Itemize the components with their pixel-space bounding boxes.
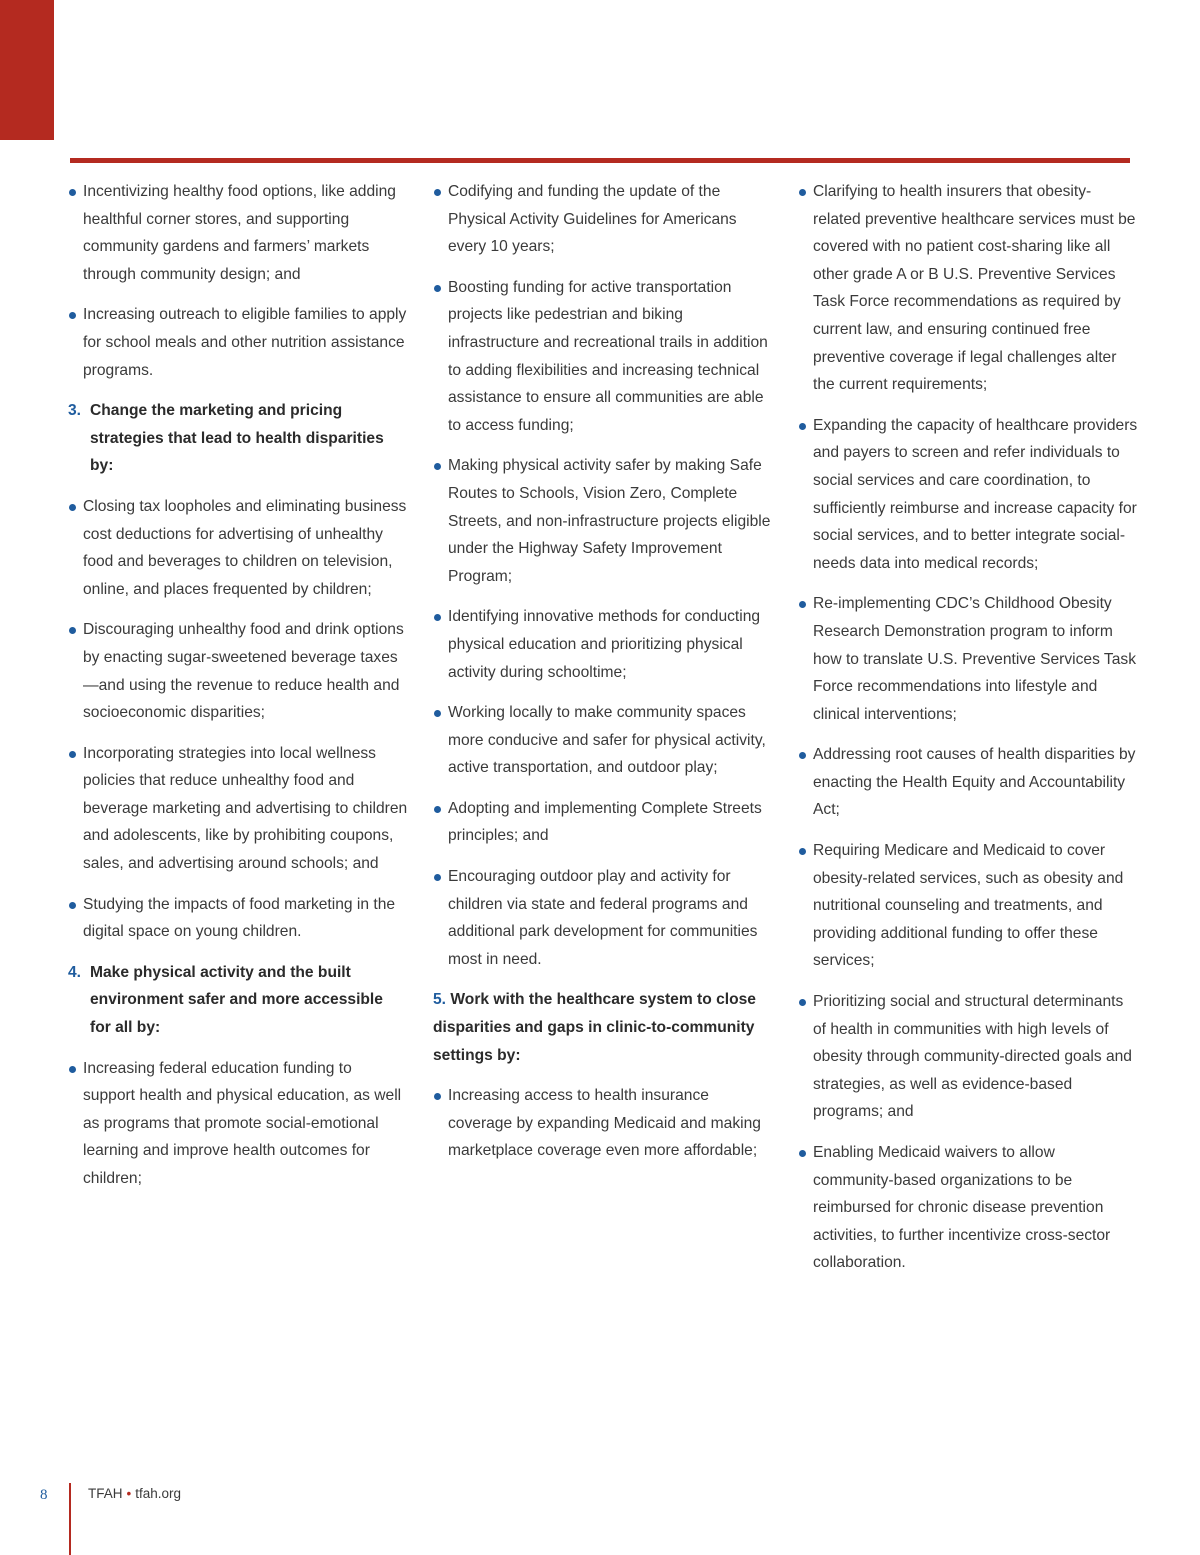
list-item bbox=[433, 863, 773, 973]
list-item-text: Studying the impacts of food marketing in the digital space on young children. bbox=[83, 895, 396, 941]
bullet-dot-icon bbox=[434, 463, 441, 470]
list-item-text: Expanding the capacity of healthcare providers and payers to screen and refer individuals to social services and care coordination, to sufficiently reimburse and increase capacity for social services, and to better integrate social-needs data into medical records; bbox=[813, 416, 1138, 572]
list-item bbox=[68, 891, 408, 946]
list-item bbox=[433, 1082, 773, 1165]
list-item-text: Closing tax loopholes and eliminating business cost deductions for advertising of unhealthy food and beverages to children on television, online, and places frequented by children; bbox=[83, 497, 407, 598]
bullet-dot-icon bbox=[799, 752, 806, 759]
bullet-dot-icon bbox=[799, 1150, 806, 1157]
bullet-dot-icon bbox=[799, 601, 806, 608]
bullet-dot-icon bbox=[69, 902, 76, 909]
list-item bbox=[798, 837, 1138, 975]
list-item-text: Boosting funding for active transportation projects like pedestrian and biking infrastructure and recreational trails in addition to adding flexibilities and increasing technical assistance to ensure all communities are able to access funding; bbox=[448, 278, 768, 434]
bullet-dot-icon bbox=[434, 874, 441, 881]
bullet-dot-icon bbox=[69, 504, 76, 511]
section-heading-text: Work with the healthcare system to close disparities and gaps in clinic-to-community settings by: bbox=[433, 991, 756, 1064]
list-item-text: Increasing federal education funding to support health and physical education, as well as programs that promote social-emotional learning and improve health outcomes for children; bbox=[83, 1059, 402, 1187]
bullet-dot-icon bbox=[434, 806, 441, 813]
bullet-dot-icon bbox=[69, 189, 76, 196]
list-item-text: Encouraging outdoor play and activity for children via state and federal programs and additional park development for communities most in need. bbox=[448, 868, 758, 968]
bullet-dot-icon bbox=[799, 999, 806, 1006]
section-heading-text: Make physical activity and the built environment safer and more accessible for all by: bbox=[90, 963, 383, 1037]
list-item-text: Enabling Medicaid waivers to allow community-based organizations to be reimbursed for chronic disease prevention activities, to further incentivize cross-sector collaboration. bbox=[813, 1144, 1111, 1272]
bullet-dot-icon bbox=[434, 614, 441, 621]
list-item bbox=[798, 741, 1138, 824]
section-number: 5. bbox=[433, 991, 447, 1009]
list-item bbox=[68, 493, 408, 603]
list-item bbox=[433, 178, 773, 261]
footer-credit bbox=[88, 1486, 181, 1501]
list-item-text: Adopting and implementing Complete Streets principles; and bbox=[448, 799, 762, 845]
list-item bbox=[68, 616, 408, 726]
list-item-text: Increasing access to health insurance coverage by expanding Medicaid and making marketplace coverage even more affordable; bbox=[448, 1087, 761, 1160]
corner-accent-block bbox=[0, 0, 54, 140]
list-item-text: Identifying innovative methods for conducting physical education and prioritizing physical activity during schooltime; bbox=[448, 608, 761, 681]
top-divider-rule bbox=[70, 158, 1130, 163]
list-item bbox=[68, 740, 408, 878]
footer-divider bbox=[69, 1483, 71, 1555]
section-number: 3. bbox=[68, 402, 82, 420]
section-heading bbox=[68, 959, 408, 1042]
list-item bbox=[798, 988, 1138, 1126]
footer-org: TFAH bbox=[88, 1486, 123, 1501]
footer-site-link[interactable]: tfah.org bbox=[135, 1486, 182, 1501]
bullet-dot-icon bbox=[799, 848, 806, 855]
bullet-dot-icon bbox=[69, 627, 76, 634]
section-heading-text: Change the marketing and pricing strategies that lead to health disparities by: bbox=[90, 402, 384, 475]
list-item bbox=[68, 178, 408, 288]
list-item bbox=[433, 795, 773, 850]
section-heading bbox=[433, 986, 773, 1069]
bullet-dot-icon bbox=[434, 189, 441, 196]
list-item-text: Incentivizing healthy food options, like adding healthful corner stores, and supporting community gardens and farmers’ markets through community design; and bbox=[83, 183, 396, 283]
list-item bbox=[798, 1139, 1138, 1277]
list-item-text: Prioritizing social and structural determinants of health in communities with high levels of obesity through community-directed goals and strategies, as well as evidence-based programs; and bbox=[813, 993, 1132, 1121]
bullet-dot-icon bbox=[434, 1093, 441, 1100]
section-number: 4. bbox=[68, 963, 82, 981]
list-item-text: Incorporating strategies into local wellness policies that reduce unhealthy food and beverage marketing and advertising to children and adolescents, like by prohibiting coupons, sales, and advertising around schools; and bbox=[83, 744, 408, 873]
list-item bbox=[433, 452, 773, 590]
list-item-text: Working locally to make community spaces more conducive and safer for physical activity, active transportation, and outdoor play; bbox=[448, 704, 766, 777]
page-number: 8 bbox=[40, 1487, 48, 1503]
list-item-text: Clarifying to health insurers that obesity-related preventive healthcare services must be covered with no patient cost-sharing like all other grade A or B U.S. Preventive Services Task Force recommendations as required by current law, and ensuring continued free preventive coverage if legal challenges alter the current requirements; bbox=[813, 183, 1136, 394]
list-item bbox=[433, 699, 773, 782]
list-item bbox=[433, 274, 773, 440]
bullet-dot-icon bbox=[69, 312, 76, 319]
list-item bbox=[68, 1055, 408, 1193]
list-item-text: Re-implementing CDC’s Childhood Obesity Research Demonstration program to inform how to translate U.S. Preventive Services Task Force recommendations into lifestyle and clinical interventions; bbox=[813, 595, 1136, 723]
text-column-2 bbox=[433, 178, 773, 1178]
list-item-text: Requiring Medicare and Medicaid to cover obesity-related services, such as obesity and nutritional counseling and treatments, and providing additional funding to offer these services; bbox=[813, 842, 1124, 970]
list-item-text: Addressing root causes of health disparities by enacting the Health Equity and Accountability Act; bbox=[813, 746, 1136, 819]
list-item-text: Increasing outreach to eligible families to apply for school meals and other nutrition assistance programs. bbox=[83, 306, 407, 379]
bullet-dot-icon bbox=[69, 751, 76, 758]
list-item bbox=[433, 603, 773, 686]
bullet-dot-icon bbox=[799, 423, 806, 430]
list-item bbox=[798, 412, 1138, 578]
list-item bbox=[798, 178, 1138, 399]
bullet-dot-icon bbox=[434, 710, 441, 717]
list-item-text: Discouraging unhealthy food and drink options by enacting sugar-sweetened beverage taxes—and using the revenue to reduce health and socioeconomic disparities; bbox=[83, 621, 404, 722]
list-item bbox=[68, 301, 408, 384]
bullet-dot-icon bbox=[799, 189, 806, 196]
bullet-dot-icon bbox=[434, 285, 441, 292]
text-column-3 bbox=[798, 178, 1138, 1290]
list-item-text: Codifying and funding the update of the Physical Activity Guidelines for Americans every 10 years; bbox=[448, 183, 737, 256]
page-footer bbox=[0, 1480, 400, 1555]
footer-separator: • bbox=[126, 1486, 132, 1501]
list-item-text: Making physical activity safer by making Safe Routes to Schools, Vision Zero, Complete Streets, and non-infrastructure projects eligible under the Highway Safety Improvement Program; bbox=[448, 457, 771, 585]
list-item bbox=[798, 590, 1138, 728]
text-column-1 bbox=[68, 178, 408, 1206]
bullet-dot-icon bbox=[69, 1066, 76, 1073]
section-heading bbox=[68, 397, 408, 480]
